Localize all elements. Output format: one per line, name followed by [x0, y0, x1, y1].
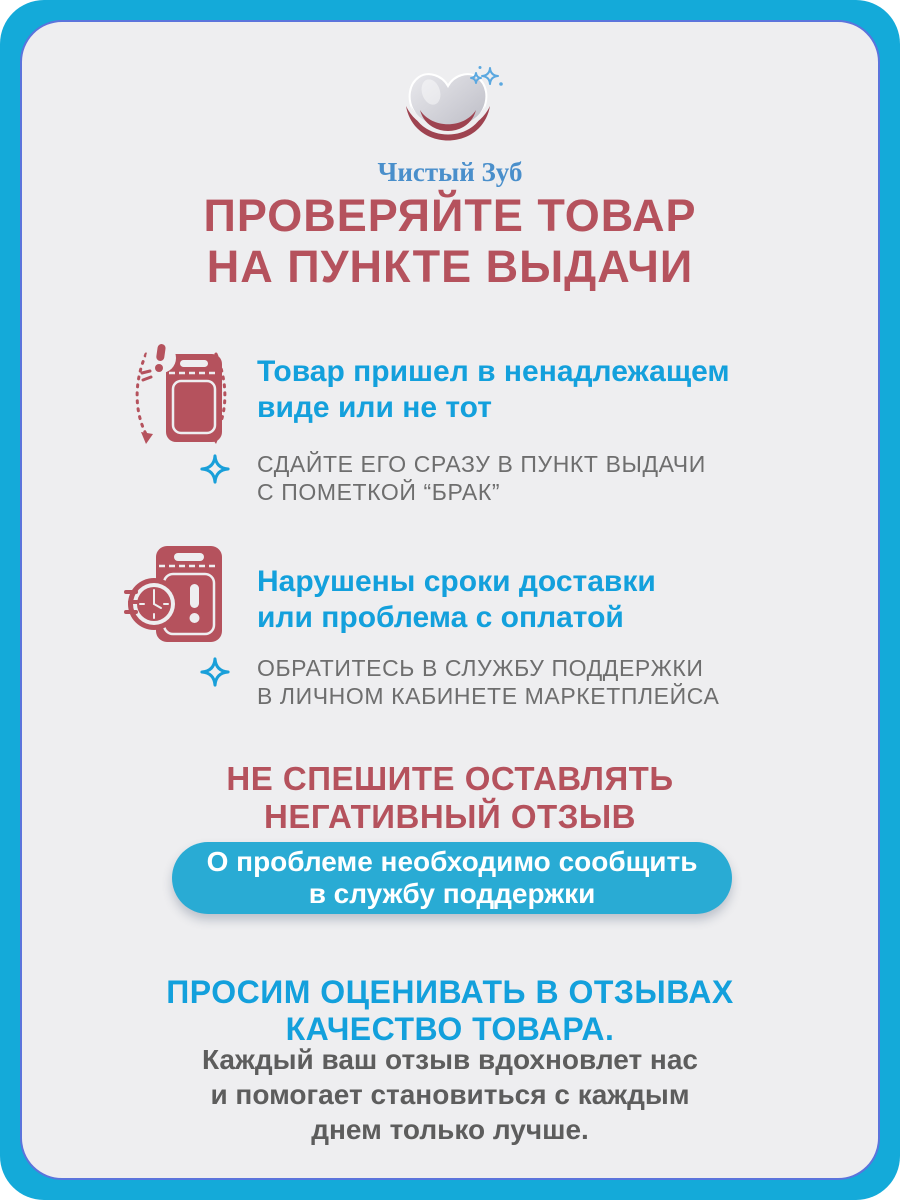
- footer-text-line2: и помогает становиться с каждым: [210, 1079, 690, 1110]
- support-pill-line2: в службу поддержки: [308, 878, 596, 909]
- footer-text: [22, 1042, 878, 1147]
- section-1-tip: [257, 450, 706, 506]
- footer-heading-line1: ПРОСИМ ОЦЕНИВАТЬ В ОТЗЫВАХ: [166, 974, 734, 1010]
- section-1-tip-line1: СДАЙТЕ ЕГО СРАЗУ В ПУНКТ ВЫДАЧИ: [257, 451, 706, 477]
- footer-heading: [22, 974, 878, 1048]
- page-title-line2: НА ПУНКТЕ ВЫДАЧИ: [206, 241, 694, 292]
- page-title-line1: ПРОВЕРЯЙТЕ ТОВАР: [203, 190, 697, 241]
- footer-text-line3: днем только лучше.: [311, 1114, 589, 1145]
- section-1-title-line2: виде или не тот: [257, 391, 492, 424]
- section-2-tip: [257, 654, 719, 710]
- page-title: [22, 190, 878, 292]
- brand-name: Чистый Зуб: [377, 157, 523, 187]
- footer-heading-line2: КАЧЕСТВО ТОВАРА.: [285, 1011, 615, 1047]
- section-2-title-line2: или проблема с оплатой: [257, 601, 624, 634]
- section-2-tip-line1: ОБРАТИТЕСЬ В СЛУЖБУ ПОДДЕРЖКИ: [257, 655, 704, 681]
- package-clock-icon: [124, 540, 236, 657]
- section-2-title-line1: Нарушены сроки доставки: [257, 565, 656, 598]
- section-1-title: [257, 354, 730, 426]
- section-1-tip-line2: С ПОМЕТКОЙ “БРАК”: [257, 479, 501, 505]
- section-1-title-line1: Товар пришел в ненадлежащем: [257, 355, 730, 388]
- sparkle-bullet-icon: [200, 657, 230, 692]
- warning-line2: НЕГАТИВНЫЙ ОТЗЫВ: [263, 798, 637, 835]
- sparkle-bullet-icon: [200, 454, 230, 489]
- footer-text-line1: Каждый ваш отзыв вдохновлет нас: [201, 1044, 698, 1075]
- section-2-title: [257, 564, 656, 636]
- support-pill-line1: О проблеме необходимо сообщить: [206, 846, 698, 877]
- support-pill-button[interactable]: [172, 842, 732, 914]
- flyer-card: [20, 20, 880, 1180]
- package-exclamation-icon: [122, 340, 240, 463]
- tooth-logo-icon: [384, 137, 516, 154]
- brand-logo: [22, 66, 878, 188]
- warning-heading: [22, 760, 878, 836]
- warning-line1: НЕ СПЕШИТЕ ОСТАВЛЯТЬ: [226, 760, 674, 797]
- section-2-tip-line2: В ЛИЧНОМ КАБИНЕТЕ МАРКЕТПЛЕЙСА: [257, 683, 720, 709]
